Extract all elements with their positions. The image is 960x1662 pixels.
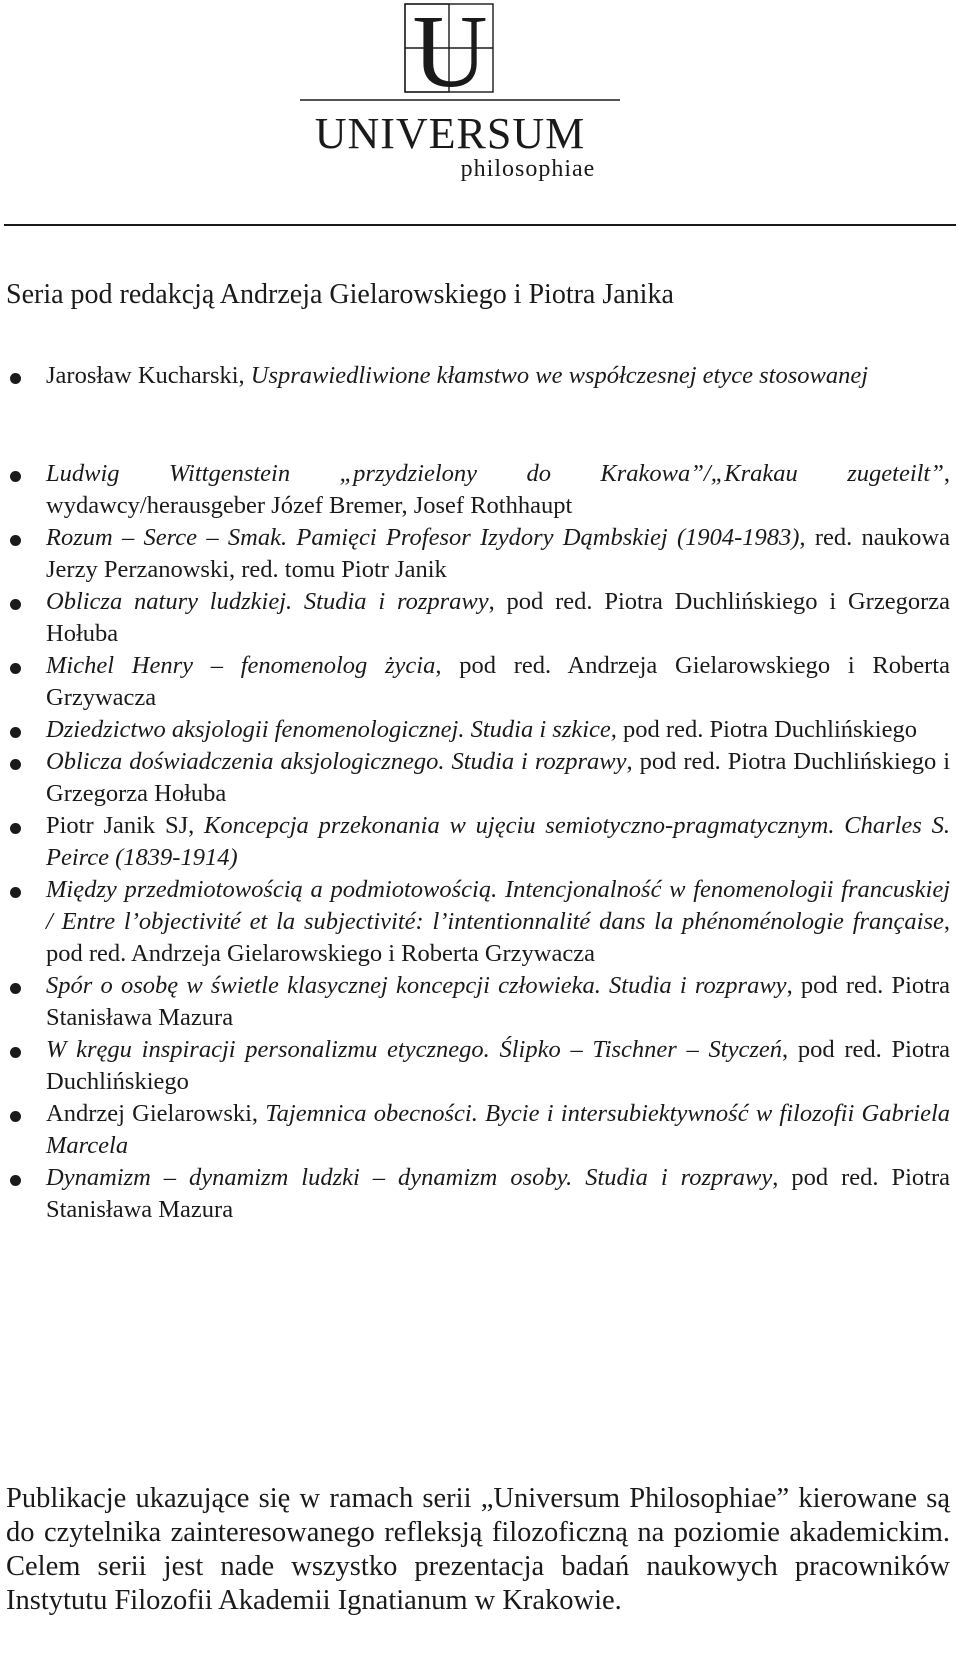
header-divider [4, 224, 956, 226]
book-item [0, 1162, 950, 1226]
book-item [0, 586, 950, 650]
series-editors: Seria pod redakcją Andrzeja Gielarowskiego i Piotra Janika [6, 279, 674, 310]
book-title: Dziedzictwo aksjologii fenomenologicznej. Studia i szkice, [46, 716, 617, 743]
book-item [0, 874, 950, 970]
book-title: Tajemnica obecności. Bycie i intersubiektywność w filozofii Gabriela Marcela [46, 1100, 951, 1159]
book-title: Rozum – Serce – Smak. Pamięci Profesor Izydory Dąmbskiej (1904-1983) [46, 524, 800, 551]
series-logo [300, 0, 660, 200]
logo-name: UNIVERSUM [314, 109, 586, 158]
book-credit: , pod red. Andrzeja Gielarowskiego i Roberta Grzywacza [46, 908, 950, 967]
book-item [0, 650, 950, 714]
universum-logo-graphic [300, 0, 660, 200]
book-item [0, 714, 950, 746]
book-item [0, 1098, 950, 1162]
series-description: Publikacje ukazujące się w ramach serii „Universum Philosophiae” kierowane są do czytelnika zainteresowanego refleksją filozoficzną na poziomie akademickim. Celem serii jest nade wszystko prezentacja badań naukowych pracowników Instytutu Filozofii Akademii Ignatianum w Krakowie. [6, 1483, 950, 1616]
book-credit: pod red. Piotra Duchlińskiego [616, 716, 917, 743]
book-title: Między przedmiotowością a podmiotowością. Intencjonalność w fenomenologii francuskiej / Entre l’objectivité et la subjectivité: l’intentionnalité dans la phénoménologie française [46, 876, 950, 935]
book-title: Koncepcja przekonania w ujęciu semiotyczno-pragmatycznym. Charles S. Peirce (1839-1914) [46, 812, 951, 871]
book-credit: , pod red. Piotra Duchlińskiego [46, 1036, 950, 1095]
book-credit: , red. naukowa Jerzy Perzanowski, red. tomu Piotr Janik [46, 524, 950, 583]
book-credit: Piotr Janik SJ, [46, 812, 205, 839]
book-credit: , wydawcy/herausgeber Józef Bremer, Josef Rothhaupt [46, 460, 950, 519]
book-title: Dynamizm – dynamizm ludzki – dynamizm osoby. Studia i rozprawy [46, 1164, 773, 1191]
book-title: Michel Henry – fenomenolog życia [46, 652, 436, 679]
book-credit: , pod red. Piotra Duchlińskiego i Grzegorza Hołuba [46, 748, 951, 807]
book-item [0, 458, 950, 522]
book-credit: Jarosław Kucharski, [46, 362, 251, 389]
book-list [0, 360, 950, 1226]
book-title: Ludwig Wittgenstein „przydzielony do Krakowa”/„Krakau zugeteilt” [46, 460, 944, 487]
book-item [0, 746, 950, 810]
logo-subtitle: philosophiae [460, 156, 596, 182]
book-title: Usprawiedliwione kłamstwo we współczesnej etyce stosowanej [250, 362, 868, 389]
book-item [0, 522, 950, 586]
book-title: Oblicza doświadczenia aksjologicznego. Studia i rozprawy [46, 748, 627, 775]
book-item [0, 360, 950, 392]
book-credit: , pod red. Andrzeja Gielarowskiego i Roberta Grzywacza [46, 652, 950, 711]
book-credit: , pod red. Piotra Stanisława Mazura [46, 972, 951, 1031]
book-credit: Andrzej Gielarowski, [46, 1100, 266, 1127]
logo-letter: U [412, 0, 488, 109]
book-credit: , pod red. Piotra Stanisława Mazura [46, 1164, 950, 1223]
book-title: Spór o osobę w świetle klasycznej koncepcji człowieka. Studia i rozprawy [46, 972, 787, 999]
book-item [0, 970, 950, 1034]
book-item [0, 810, 950, 874]
book-credit: , pod red. Piotra Duchlińskiego i Grzegorza Hołuba [46, 588, 950, 647]
book-title: Oblicza natury ludzkiej. Studia i rozprawy [46, 588, 489, 615]
book-title: W kręgu inspiracji personalizmu etycznego. Ślipko – Tischner – Styczeń [46, 1036, 782, 1063]
book-item [0, 1034, 950, 1098]
